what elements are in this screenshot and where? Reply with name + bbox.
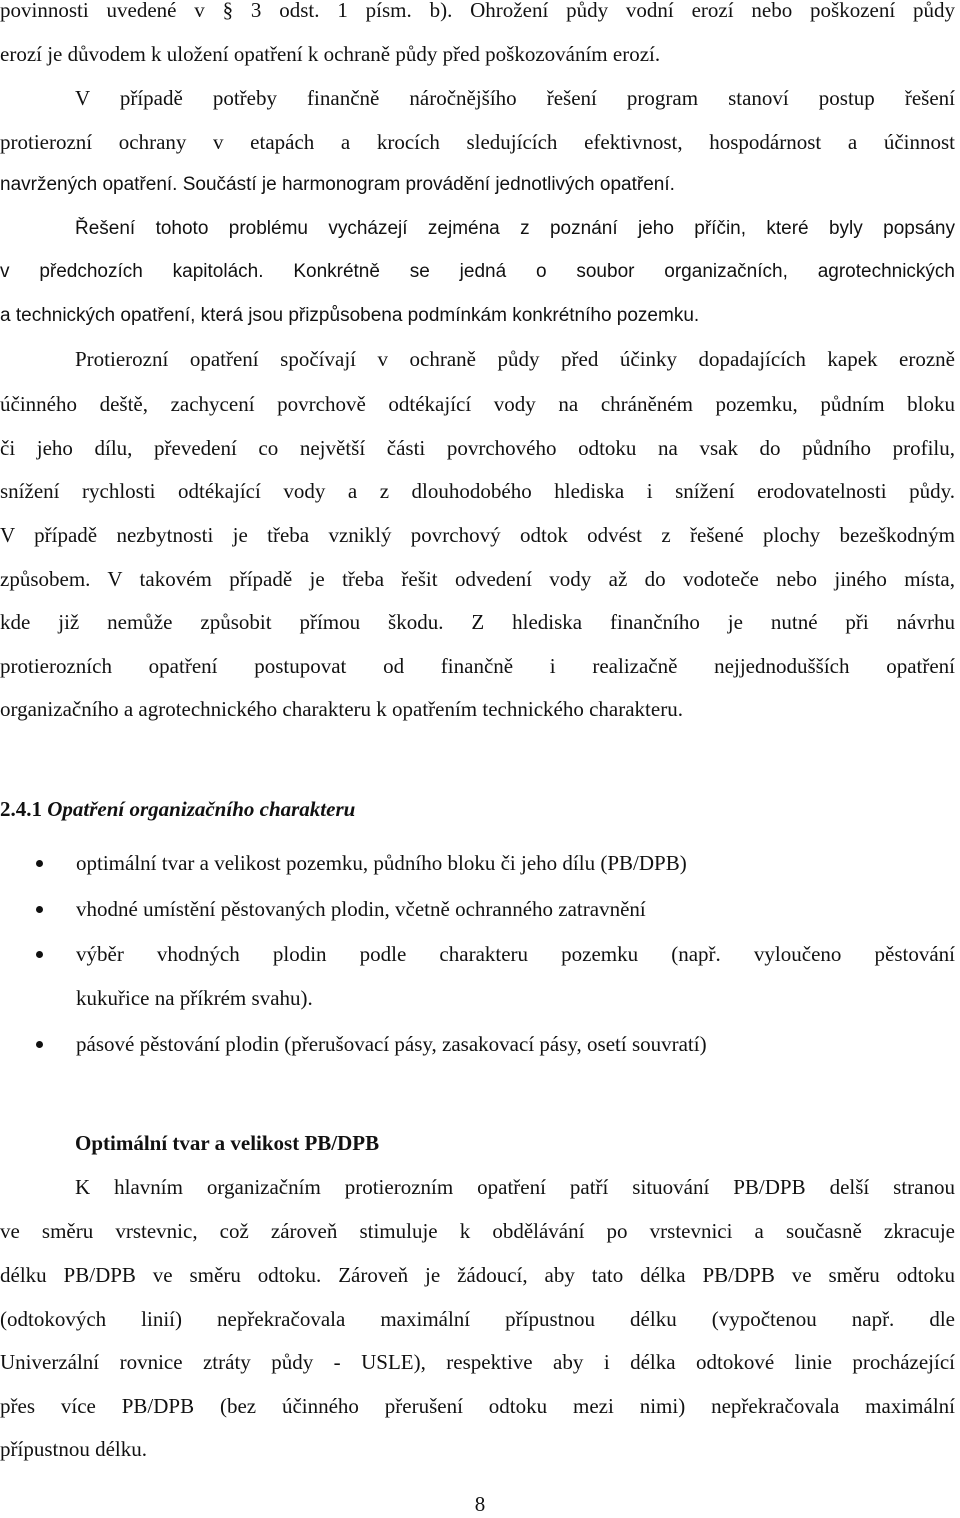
subsection-line-4: (odtokových linií) nepřekračovala maximální přípustnou délku (vypočtenou např. dle (0, 1307, 955, 1331)
paragraph-4-line-4: snížení rychlosti odtékající vody a z dlouhodobého hlediska i snížení erodovatelnosti půdy. (0, 479, 955, 503)
paragraph-4-line-6: způsobem. V takovém případě je třeba řešit odvedení vody až do vodoteče nebo jiného místa, (0, 567, 955, 591)
paragraph-2-line-3: navržených opatření. Součástí je harmonogram provádění jednotlivých opatření. (0, 174, 675, 195)
subsection-line-1: K hlavním organizačním protierozním opatření patří situování PB/DPB delší stranou (75, 1175, 955, 1199)
bullet-icon (36, 906, 43, 913)
paragraph-2-line-2: protierozní ochrany v etapách a krocích sledujících efektivnost, hospodárnost a účinnost (0, 130, 955, 154)
subsection-line-6: přes více PB/DPB (bez účinného přerušení odtoku mezi nimi) nepřekračovala maximální (0, 1394, 955, 1418)
paragraph-4-line-7: kde již nemůže způsobit přímou škodu. Z hlediska finančního je nutné při návrhu (0, 610, 955, 634)
section-number: 2.4.1 (0, 797, 42, 821)
page-number: 8 (474, 1492, 486, 1516)
paragraph-4-line-2: účinného deště, zachycení povrchově odtékající vody na chráněném pozemku, půdním bloku (0, 392, 955, 416)
paragraph-3-line-3: a technických opatření, která jsou přizpůsobena podmínkám konkrétního pozemku. (0, 305, 700, 326)
subsection-line-7: přípustnou délku. (0, 1437, 147, 1461)
paragraph-3-line-2: v předchozích kapitolách. Konkrétně se jedná o soubor organizačních, agrotechnických (0, 261, 955, 282)
bullet-item-3-line-2: kukuřice na příkrém svahu). (76, 986, 313, 1010)
paragraph-3-line-1: Řešení tohoto problému vycházejí zejména z poznání jeho příčin, které byly popsány (75, 218, 955, 239)
paragraph-2-line-1: V případě potřeby finančně náročnějšího řešení program stanoví postup řešení (75, 86, 955, 110)
paragraph-4-line-9: organizačního a agrotechnického charakteru k opatřením technického charakteru. (0, 697, 683, 721)
subsection-title: Optimální tvar a velikost PB/DPB (75, 1131, 380, 1155)
bullet-item-4: pásové pěstování plodin (přerušovací pásy, zasakovací pásy, osetí souvratí) (76, 1032, 707, 1056)
section-title: Opatření organizačního charakteru (47, 797, 356, 821)
bullet-item-1: optimální tvar a velikost pozemku, půdního bloku či jeho dílu (PB/DPB) (76, 851, 687, 875)
subsection-line-3: délku PB/DPB ve směru odtoku. Zároveň je žádoucí, aby tato délka PB/DPB ve směru odtoku (0, 1263, 955, 1287)
bullet-icon (36, 860, 43, 867)
bullet-icon (36, 1041, 43, 1048)
bullet-item-2: vhodné umístění pěstovaných plodin, včetně ochranného zatravnění (76, 897, 646, 921)
bullet-icon (36, 951, 43, 958)
subsection-line-2: ve směru vrstevnic, což zároveň stimuluje k obdělávání po vrstevnici a současně zkracuje (0, 1219, 955, 1243)
paragraph-4-line-1: Protierozní opatření spočívají v ochraně půdy před účinky dopadajících kapek erozně (75, 347, 955, 371)
paragraph-1-line-1: povinnosti uvedené v § 3 odst. 1 písm. b). Ohrožení půdy vodní erozí nebo poškození půdy (0, 0, 955, 22)
paragraph-4-line-8: protierozních opatření postupovat od finančně i realizačně nejjednodušších opatření (0, 654, 955, 678)
bullet-item-3-line-1: výběr vhodných plodin podle charakteru pozemku (např. vyloučeno pěstování (76, 942, 955, 966)
paragraph-1-line-2: erozí je důvodem k uložení opatření k ochraně půdy před poškozováním erozí. (0, 42, 661, 66)
subsection-line-5: Univerzální rovnice ztráty půdy - USLE), respektive aby i délka odtokové linie procházející (0, 1350, 955, 1374)
paragraph-4-line-3: či jeho dílu, převedení co největší části povrchového odtoku na vsak do půdního profilu, (0, 436, 955, 460)
section-heading (0, 795, 955, 823)
paragraph-4-line-5: V případě nezbytnosti je třeba vzniklý povrchový odtok odvést z řešené plochy bezeškodným (0, 523, 955, 547)
